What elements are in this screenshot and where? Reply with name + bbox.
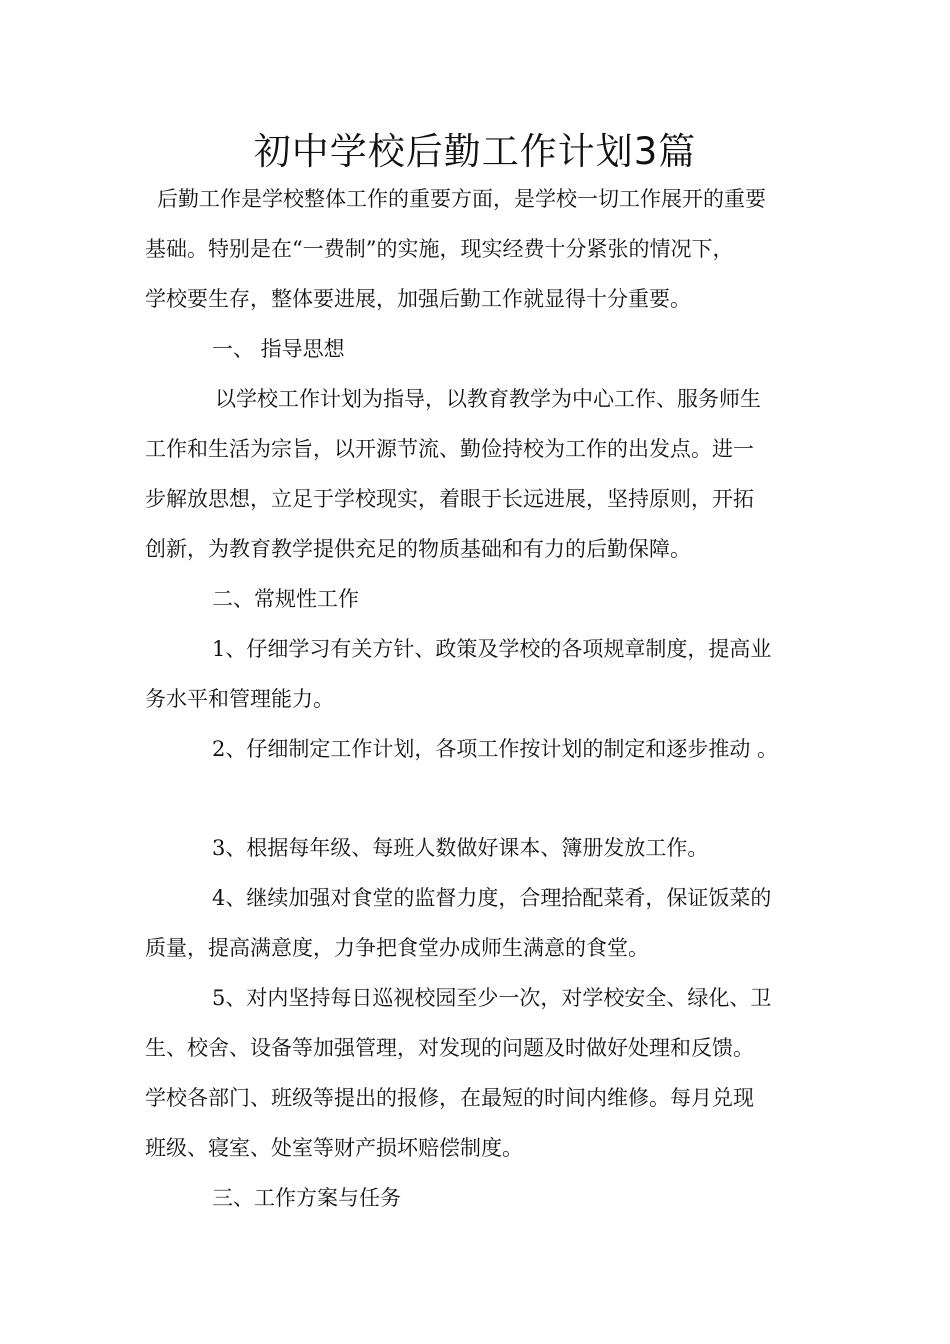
paragraph-line: 基础。特别是在“一费制”的实施，现实经费十分紧张的情况下， xyxy=(145,237,734,261)
paragraph-line: 质量，提高满意度，力争把食堂办成师生满意的食堂。 xyxy=(145,936,649,960)
paragraph-line: 工作和生活为宗旨，以开源节流、勤俭持校为工作的出发点。进一 xyxy=(145,437,754,461)
document-title: 初中学校后勤工作计划3篇 xyxy=(253,130,697,173)
paragraph-line: 生、校舍、设备等加强管理，对发现的问题及时做好处理和反馈。 xyxy=(145,1036,754,1060)
paragraph-line: 后勤工作是学校整体工作的重要方面，是学校一切工作展开的重要 xyxy=(157,187,766,211)
paragraph-line: 务水平和管理能力。 xyxy=(145,687,334,711)
paragraph-line: 1、仔细学习有关方针、政策及学校的各项规章制度，提高业 xyxy=(212,637,772,661)
paragraph-line: 3、根据每年级、每班人数做好课本、簿册发放工作。 xyxy=(212,836,709,860)
paragraph-line: 4、继续加强对食堂的监督力度，合理拾配菜肴，保证饭菜的 xyxy=(212,886,772,910)
paragraph-line: 5、对内坚持每日巡视校园至少一次，对学校安全、绿化、卫 xyxy=(212,986,772,1010)
paragraph-line: 步解放思想，立足于学校现实，着眼于长远进展，坚持原则，开拓 xyxy=(145,487,754,511)
paragraph-line: 创新，为教育教学提供充足的物质基础和有力的后勤保障。 xyxy=(145,537,691,561)
paragraph-line: 2、仔细制定工作计划，各项工作按计划的制定和逐步推动 。 xyxy=(212,737,779,761)
section-heading: 一、 指导思想 xyxy=(212,337,345,361)
section-heading: 二、常规性工作 xyxy=(212,587,359,611)
paragraph-line: 以学校工作计划为指导，以教育教学为中心工作、服务师生 xyxy=(215,387,761,411)
paragraph-line: 班级、寝室、处室等财产损坏赔偿制度。 xyxy=(145,1136,523,1160)
section-heading: 三、工作方案与任务 xyxy=(212,1186,401,1210)
paragraph-line: 学校要生存，整体要进展，加强后勤工作就显得十分重要。 xyxy=(145,287,691,311)
paragraph-line: 学校各部门、班级等提出的报修，在最短的时间内维修。每月兑现 xyxy=(145,1086,754,1110)
